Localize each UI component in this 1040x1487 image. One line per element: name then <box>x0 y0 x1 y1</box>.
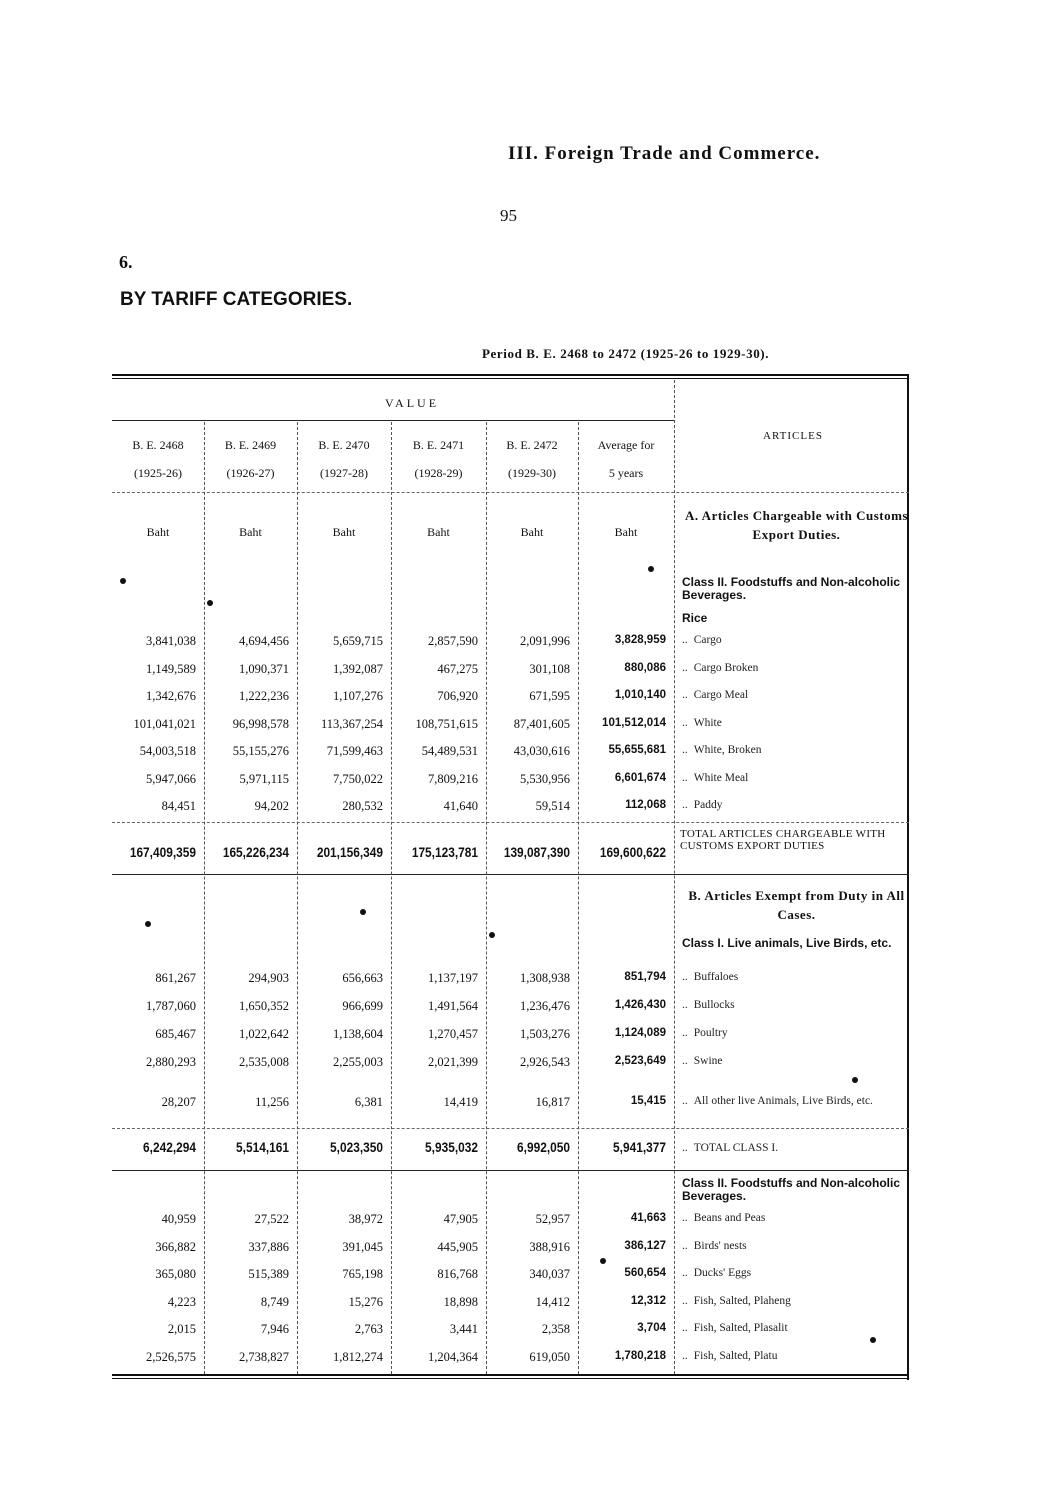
article-label <box>682 799 723 811</box>
table-bottom-rule-inner <box>112 1378 909 1379</box>
section-title: III. Foreign Trade and Commerce. <box>508 143 821 164</box>
value-cell: 5,659,715 <box>333 634 383 648</box>
article-label <box>682 634 722 646</box>
column-unit: Baht <box>427 525 450 539</box>
leader-dots: .. <box>682 1239 688 1252</box>
section-a-class-heading: Class II. Foodstuffs and Non-alcoholic Beverages. <box>682 575 901 602</box>
value-cell: 12,312 <box>630 1294 666 1307</box>
value-cell: 28,207 <box>161 1095 196 1109</box>
value-cell: 112,068 <box>625 799 666 811</box>
table-top-rule <box>112 374 909 376</box>
leader-dots: .. <box>682 1350 688 1362</box>
article-label <box>682 744 761 756</box>
column-year: B. E. 2472 <box>506 438 558 452</box>
value-cell: 1,270,457 <box>428 1027 478 1041</box>
value-cell: 2,358 <box>541 1322 570 1337</box>
articles-column-header: ARTICLES <box>763 430 823 442</box>
page-number: 95 <box>500 206 517 225</box>
total-cell: 5,935,032 <box>425 1139 478 1155</box>
article-name: Birds' nests <box>693 1239 747 1252</box>
column-year: Average for <box>597 438 655 452</box>
column-year: B. E. 2468 <box>132 438 184 452</box>
section-a-total-rule-top <box>112 822 909 823</box>
total-cell: 5,023,350 <box>330 1139 383 1155</box>
column-unit: Baht <box>239 525 262 539</box>
article-name: Fish, Salted, Platu <box>693 1350 778 1362</box>
col-divider-articles <box>674 380 675 1374</box>
value-cell: 3,441 <box>449 1322 478 1337</box>
value-cell: 40,959 <box>161 1212 196 1226</box>
leader-dots: .. <box>682 716 688 729</box>
value-cell: 101,512,014 <box>602 716 666 729</box>
value-column-group-header: VALUE <box>384 396 440 410</box>
article-name: Fish, Salted, Plaheng <box>693 1294 791 1307</box>
article-label <box>682 971 738 983</box>
col-divider-5 <box>578 422 579 1374</box>
value-cell: 5,947,066 <box>146 771 196 786</box>
leader-dots: .. <box>682 1027 688 1039</box>
value-cell: 1,204,364 <box>428 1350 478 1364</box>
article-name: Cargo Broken <box>693 661 759 674</box>
value-cell: 280,532 <box>342 799 383 813</box>
article-label <box>682 1350 777 1362</box>
value-cell: 880,086 <box>624 661 666 674</box>
total-cell: 167,409,359 <box>129 844 196 860</box>
total-cell: 139,087,390 <box>503 844 570 860</box>
value-cell: 18,898 <box>443 1294 478 1309</box>
article-name: White <box>693 716 722 729</box>
table-top-rule-inner <box>112 378 909 379</box>
value-cell: 3,841,038 <box>146 634 196 648</box>
value-cell: 366,882 <box>155 1239 196 1254</box>
print-speck <box>360 909 366 915</box>
tariff-table <box>112 374 909 1380</box>
value-cell: 11,256 <box>255 1095 289 1109</box>
value-cell: 1,491,564 <box>428 999 478 1013</box>
leader-dots: .. <box>682 799 688 811</box>
value-cell: 2,926,543 <box>520 1055 570 1069</box>
value-cell: 1,780,218 <box>614 1350 666 1362</box>
value-cell: 1,010,140 <box>614 689 666 701</box>
value-cell: 15,276 <box>348 1294 383 1309</box>
value-cell: 2,021,399 <box>428 1055 478 1069</box>
value-cell: 16,817 <box>535 1095 570 1109</box>
article-name: Paddy <box>693 799 723 811</box>
period-caption: Period B. E. 2468 to 2472 (1925-26 to 1929-30). <box>482 346 770 361</box>
value-cell: 7,750,022 <box>333 771 383 786</box>
value-cell: 52,957 <box>535 1212 570 1226</box>
value-cell: 55,655,681 <box>608 744 666 756</box>
value-cell: 1,138,604 <box>333 1027 383 1041</box>
value-cell: 41,640 <box>443 799 478 813</box>
value-cell: 294,903 <box>248 971 289 985</box>
value-cell: 2,015 <box>167 1322 196 1337</box>
value-cell: 1,137,197 <box>428 971 478 985</box>
col-divider-3 <box>391 422 392 1374</box>
value-cell: 1,650,352 <box>239 999 289 1013</box>
value-cell: 1,124,089 <box>614 1027 666 1039</box>
value-cell: 671,595 <box>529 689 570 703</box>
value-cell: 59,514 <box>535 799 570 813</box>
article-name: All other live Animals, Live Birds, etc. <box>693 1095 873 1107</box>
value-cell: 388,916 <box>529 1239 570 1254</box>
value-cell: 2,880,293 <box>146 1055 196 1069</box>
value-cell: 1,426,430 <box>614 999 666 1011</box>
column-year: B. E. 2469 <box>224 438 277 452</box>
value-cell: 851,794 <box>624 971 666 983</box>
year-header-rule <box>112 492 909 493</box>
value-cell: 619,050 <box>529 1350 570 1364</box>
article-label <box>682 999 735 1011</box>
value-cell: 861,267 <box>155 971 196 985</box>
article-label <box>682 717 722 729</box>
value-cell: 43,030,616 <box>513 744 570 758</box>
column-unit: Baht <box>146 525 170 539</box>
article-name: Swine <box>693 1055 723 1067</box>
article-label <box>682 1322 788 1334</box>
print-speck <box>870 1337 876 1343</box>
value-cell: 87,401,605 <box>513 716 570 731</box>
article-label <box>682 772 748 784</box>
col-divider-1 <box>204 422 205 1374</box>
value-cell: 47,905 <box>443 1212 478 1226</box>
value-cell: 340,037 <box>529 1267 570 1282</box>
value-cell: 96,998,578 <box>232 716 289 731</box>
class2-heading: Class II. Foodstuffs and Non-alcoholic Beverages. <box>682 1176 901 1203</box>
value-cell: 1,392,087 <box>333 661 383 676</box>
value-cell: 113,367,254 <box>320 716 383 731</box>
value-cell: 41,663 <box>630 1212 666 1224</box>
value-cell: 966,699 <box>342 999 383 1013</box>
table-number: 6. <box>119 252 133 272</box>
article-label <box>682 1095 873 1107</box>
print-speck <box>600 1258 606 1264</box>
value-cell: 108,751,615 <box>415 716 478 731</box>
total-cell: 169,600,622 <box>599 844 666 860</box>
col-divider-4 <box>486 422 487 1374</box>
value-cell: 1,222,236 <box>239 689 289 703</box>
article-name: Fish, Salted, Plasalit <box>693 1322 788 1335</box>
column-period: (1929-30) <box>508 466 556 480</box>
value-cell: 386,127 <box>624 1239 666 1252</box>
value-cell: 6,381 <box>354 1095 383 1109</box>
column-period: 5 years <box>608 466 644 480</box>
section-b-heading: B. Articles Exempt from Duty in All Cases. <box>688 888 905 922</box>
column-unit: Baht <box>520 525 544 539</box>
value-cell: 685,467 <box>155 1027 196 1041</box>
leader-dots: .. <box>682 1267 688 1280</box>
column-period: (1928-29) <box>414 466 463 480</box>
article-label <box>682 1240 747 1252</box>
value-cell: 4,694,456 <box>239 634 289 648</box>
value-cell: 1,503,276 <box>520 1027 570 1041</box>
class1-heading: Class I. Live animals, Live Birds, etc. <box>682 936 892 950</box>
value-cell: 365,080 <box>155 1267 196 1282</box>
article-label <box>682 662 758 674</box>
class1-total-rule-bottom <box>112 1170 909 1171</box>
leader-dots: .. <box>682 744 688 756</box>
value-cell: 2,526,575 <box>146 1350 196 1364</box>
column-year: B. E. 2471 <box>412 438 465 452</box>
value-cell: 14,419 <box>443 1095 478 1109</box>
leader-dots: .. <box>682 661 688 674</box>
value-cell: 1,342,676 <box>146 689 196 703</box>
print-speck <box>207 600 213 606</box>
value-cell: 54,489,531 <box>421 744 478 758</box>
value-cell: 1,308,938 <box>520 971 570 985</box>
value-cell: 84,451 <box>161 799 196 813</box>
article-label <box>682 1027 728 1039</box>
class1-total-label: .. TOTAL CLASS I. <box>682 1142 779 1154</box>
value-cell: 7,809,216 <box>428 771 478 786</box>
value-cell: 515,389 <box>248 1267 289 1282</box>
print-speck <box>145 921 151 927</box>
value-cell: 560,654 <box>624 1267 666 1280</box>
value-cell: 816,768 <box>437 1267 478 1282</box>
value-cell: 765,198 <box>342 1267 383 1282</box>
table-title: BY TARIFF CATEGORIES. <box>120 289 353 310</box>
article-name: Bullocks <box>693 999 735 1011</box>
value-cell: 14,412 <box>535 1294 570 1309</box>
value-cell: 55,155,276 <box>232 744 289 758</box>
value-cell: 301,108 <box>529 661 570 676</box>
leader-dots: .. <box>682 634 688 646</box>
value-cell: 15,415 <box>630 1095 666 1107</box>
article-name: Cargo Meal <box>693 689 749 701</box>
leader-dots: .. <box>682 971 688 983</box>
article-name: White, Broken <box>693 744 762 756</box>
section-a-total-rule-bottom <box>112 874 909 875</box>
column-period: (1925-26) <box>134 466 182 480</box>
article-name: Cargo <box>693 634 722 646</box>
value-cell: 94,202 <box>254 799 289 813</box>
article-name: Beans and Peas <box>693 1212 766 1224</box>
value-cell: 706,920 <box>437 689 478 703</box>
value-cell: 8,749 <box>260 1294 289 1309</box>
value-cell: 7,946 <box>260 1322 289 1337</box>
article-label <box>682 689 748 701</box>
value-cell: 71,599,463 <box>326 744 383 758</box>
value-cell: 2,523,649 <box>614 1055 666 1067</box>
article-label <box>682 1267 751 1279</box>
column-year: B. E. 2470 <box>318 438 370 452</box>
value-cell: 391,045 <box>342 1239 383 1254</box>
class1-total-rule-top <box>112 1128 909 1129</box>
column-period: (1926-27) <box>226 466 275 480</box>
print-speck <box>120 578 126 584</box>
value-cell: 2,255,003 <box>333 1055 383 1069</box>
leader-dots: .. <box>682 1294 688 1307</box>
value-cell: 1,812,274 <box>333 1350 383 1364</box>
section-a-heading: A. Articles Chargeable with Customs Export Duties. <box>685 508 908 542</box>
article-label <box>682 1212 765 1224</box>
article-name: White Meal <box>693 771 749 784</box>
total-cell: 5,514,161 <box>236 1139 289 1155</box>
column-unit: Baht <box>614 525 638 539</box>
value-cell: 1,107,276 <box>333 689 383 703</box>
value-cell: 38,972 <box>348 1212 383 1226</box>
value-cell: 1,090,371 <box>239 661 289 676</box>
value-cell: 2,535,008 <box>239 1055 289 1069</box>
table-bottom-rule <box>112 1374 909 1376</box>
total-cell: 175,123,781 <box>411 844 478 860</box>
value-cell: 1,022,642 <box>239 1027 289 1041</box>
value-cell: 3,704 <box>637 1322 666 1335</box>
value-cell: 5,530,956 <box>520 771 570 786</box>
value-cell: 1,149,589 <box>146 661 196 676</box>
article-label <box>682 1295 791 1307</box>
column-unit: Baht <box>332 525 356 539</box>
total-cell: 165,226,234 <box>222 844 289 860</box>
column-period: (1927-28) <box>320 466 368 480</box>
article-name: Buffaloes <box>693 971 739 983</box>
article-label <box>682 1055 723 1067</box>
print-speck <box>489 932 495 938</box>
total-cell: 6,242,294 <box>143 1139 196 1155</box>
total-cell: 201,156,349 <box>316 844 383 860</box>
leader-dots: .. <box>682 1055 688 1067</box>
value-cell: 2,091,996 <box>520 634 570 648</box>
value-cell: 2,738,827 <box>239 1350 289 1364</box>
value-cell: 467,275 <box>437 661 478 676</box>
leader-dots: .. <box>682 1322 688 1335</box>
value-cell: 6,601,674 <box>614 771 666 784</box>
rice-subheading: Rice <box>682 611 708 625</box>
article-name: Ducks' Eggs <box>693 1267 752 1280</box>
value-cell: 101,041,021 <box>133 716 196 731</box>
print-speck <box>852 1077 858 1083</box>
print-speck <box>648 566 654 572</box>
leader-dots: .. <box>682 1095 688 1107</box>
article-name: Poultry <box>693 1027 728 1039</box>
section-a-total-label: TOTAL ARTICLES CHARGEABLE WITH CUSTOMS EXPORT DUTIES <box>680 828 886 852</box>
value-cell: 4,223 <box>167 1294 196 1309</box>
value-cell: 3,828,959 <box>614 634 666 646</box>
leader-dots: .. <box>682 689 688 701</box>
value-cell: 1,787,060 <box>146 999 196 1013</box>
leader-dots: .. <box>682 1212 688 1224</box>
value-cell: 54,003,518 <box>139 744 196 758</box>
value-header-rule <box>112 420 674 421</box>
value-cell: 445,905 <box>437 1239 478 1254</box>
total-cell: 5,941,377 <box>613 1139 666 1155</box>
leader-dots: .. <box>682 999 688 1011</box>
value-cell: 2,763 <box>354 1322 383 1337</box>
leader-dots: .. <box>682 771 688 784</box>
total-cell: 6,992,050 <box>517 1139 570 1155</box>
value-cell: 5,971,115 <box>239 771 289 786</box>
value-cell: 656,663 <box>342 971 383 985</box>
col-divider-2 <box>297 422 298 1374</box>
value-cell: 2,857,590 <box>428 634 478 648</box>
value-cell: 337,886 <box>248 1239 289 1254</box>
value-cell: 27,522 <box>254 1212 289 1226</box>
value-cell: 1,236,476 <box>520 999 570 1013</box>
